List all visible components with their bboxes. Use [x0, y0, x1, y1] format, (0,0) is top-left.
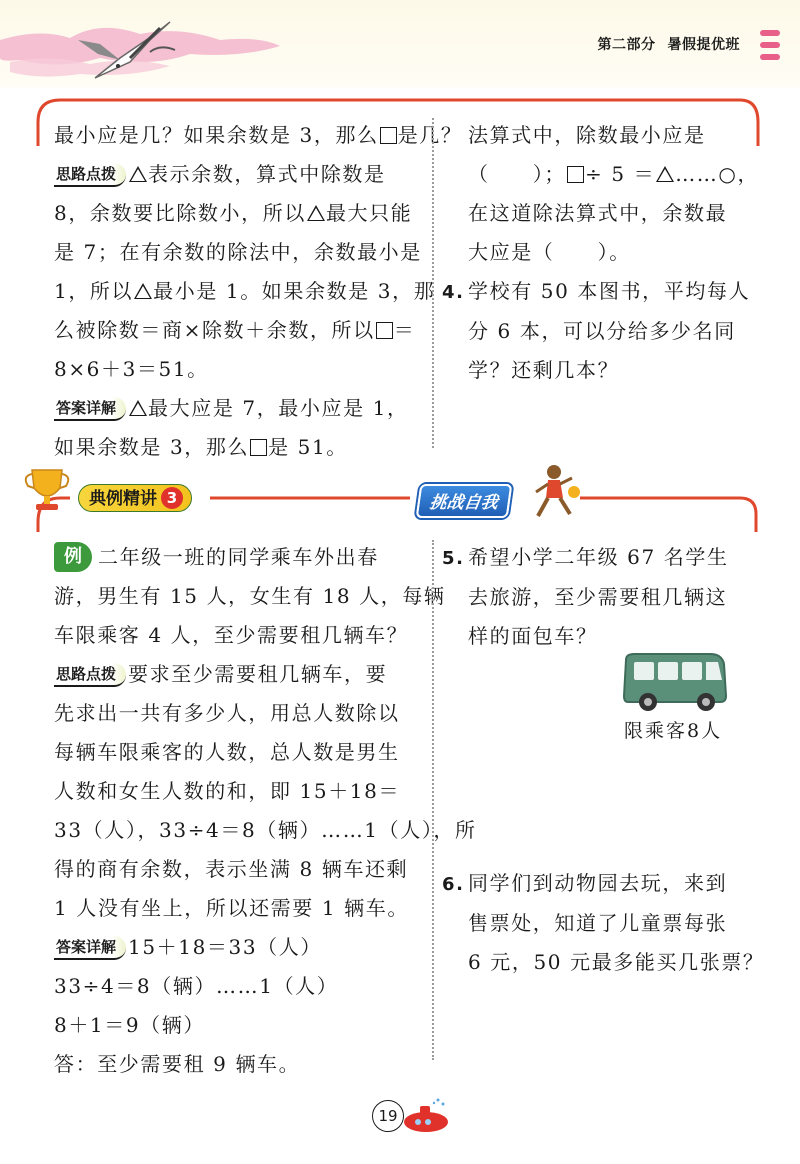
example-problem: 例 二年级一班的同学乘车外出春	[54, 538, 477, 577]
column-divider-top	[432, 118, 434, 448]
square-symbol	[567, 166, 584, 183]
challenge-section-label: 挑战自我	[416, 484, 513, 518]
challenge-text-q5: 5. 希望小学二年级 67 名学生 去旅游，至少需要租几辆这 样的面包车？	[442, 538, 729, 656]
example-badge: 例	[54, 542, 92, 572]
right-top-text: 法算式中，除数最小应是 （ ）； ÷ 5 ＝ ……○， 在这道除法算式中，余数最 大应是（ ）。 4. 学校有 50 本图书，平均每人 分 6 本，可以分给多少名同 学？还剩几本？	[442, 123, 760, 382]
hint-line: 思路点拨 表示余数，算式中除数是	[56, 162, 386, 186]
header-title	[598, 34, 741, 54]
problem-line: 最小应是几？如果余数是 3，那么 是几？	[54, 123, 463, 147]
example-answer: 答案详解 15＋18＝33（人）	[56, 935, 322, 959]
example-section-label: 典例精讲 3	[78, 484, 192, 512]
answer-line: 答案详解 最大应是 7，最小应是 1，	[56, 396, 409, 420]
example-hint: 思路点拨 要求至少需要租几辆车，要	[56, 662, 388, 686]
question-6: 6. 同学们到动物园去玩，来到	[442, 871, 728, 895]
square-symbol	[376, 322, 393, 339]
hint-tag: 思路点拨	[54, 163, 126, 187]
page-number: 19	[372, 1100, 404, 1132]
triangle-symbol	[129, 166, 147, 182]
question-5: 5. 希望小学二年级 67 名学生	[442, 545, 729, 569]
page-number-area	[372, 1096, 452, 1136]
trophy-icon	[26, 470, 69, 510]
square-symbol	[380, 127, 397, 144]
triangle-symbol	[134, 283, 152, 299]
header-part: 第二部分	[597, 37, 656, 53]
triangle-symbol	[129, 400, 147, 416]
left-top-text: 最小应是几？如果余数是 3，那么 是几？ 思路点拨 表示余数，算式中除数是 8，余数要比除数小，所以 最大只能 是 7；在有余数的除法中，余数最小是 1，所以 最小是 1。如果余数是 3，那 么被除数＝商×除数＋余数，所以 ＝ 8×6＋3＝51。 答案详解 最大应是 7，最小应是 1， 如果余数是 3，那么 是 51。	[54, 116, 463, 467]
seagull-cloud-illustration	[0, 0, 320, 90]
square-symbol	[250, 439, 267, 456]
answer-tag: 答案详解	[54, 936, 126, 960]
column-divider-bottom	[432, 540, 434, 1060]
runner-boy-icon	[536, 465, 580, 516]
challenge-text-q6: 6. 同学们到动物园去玩，来到 售票处，知道了儿童票每张 6 元，50 元最多能买几张票？	[442, 864, 765, 982]
hint-tag: 思路点拨	[54, 663, 126, 687]
answer-tag: 答案详解	[54, 397, 126, 421]
triangle-symbol	[656, 166, 674, 182]
question-4: 4. 学校有 50 本图书，平均每人	[442, 279, 751, 303]
example-number-badge: 3	[161, 487, 183, 509]
header-stripes-icon	[760, 30, 780, 70]
triangle-symbol	[307, 205, 325, 221]
header-course: 暑假提优班	[667, 37, 740, 53]
minibus-icon	[618, 650, 730, 714]
bus-caption: 限乘客8人	[624, 720, 723, 742]
example-text: 例 二年级一班的同学乘车外出春 游，男生有 15 人，女生有 18 人，每辆 车限乘客 4 人，至少需要租几辆车？ 思路点拨 要求至少需要租几辆车，要 先求出一共有多少人，用总人数除以 每辆车限乘客的人数，总人数是男生 人数和女生人数的和，即 15＋18＝ 33（人），33÷4＝8（辆）……1（人），所 得的商有余数，表示坐满 8 辆车还剩 1 人没有坐上，所以还需要 1 辆车。 答案详解 15＋18＝33（人） 33÷4＝8（辆）……1（人） 8＋1＝9（辆） 答：至少需要租 9 辆车。	[54, 538, 477, 1084]
